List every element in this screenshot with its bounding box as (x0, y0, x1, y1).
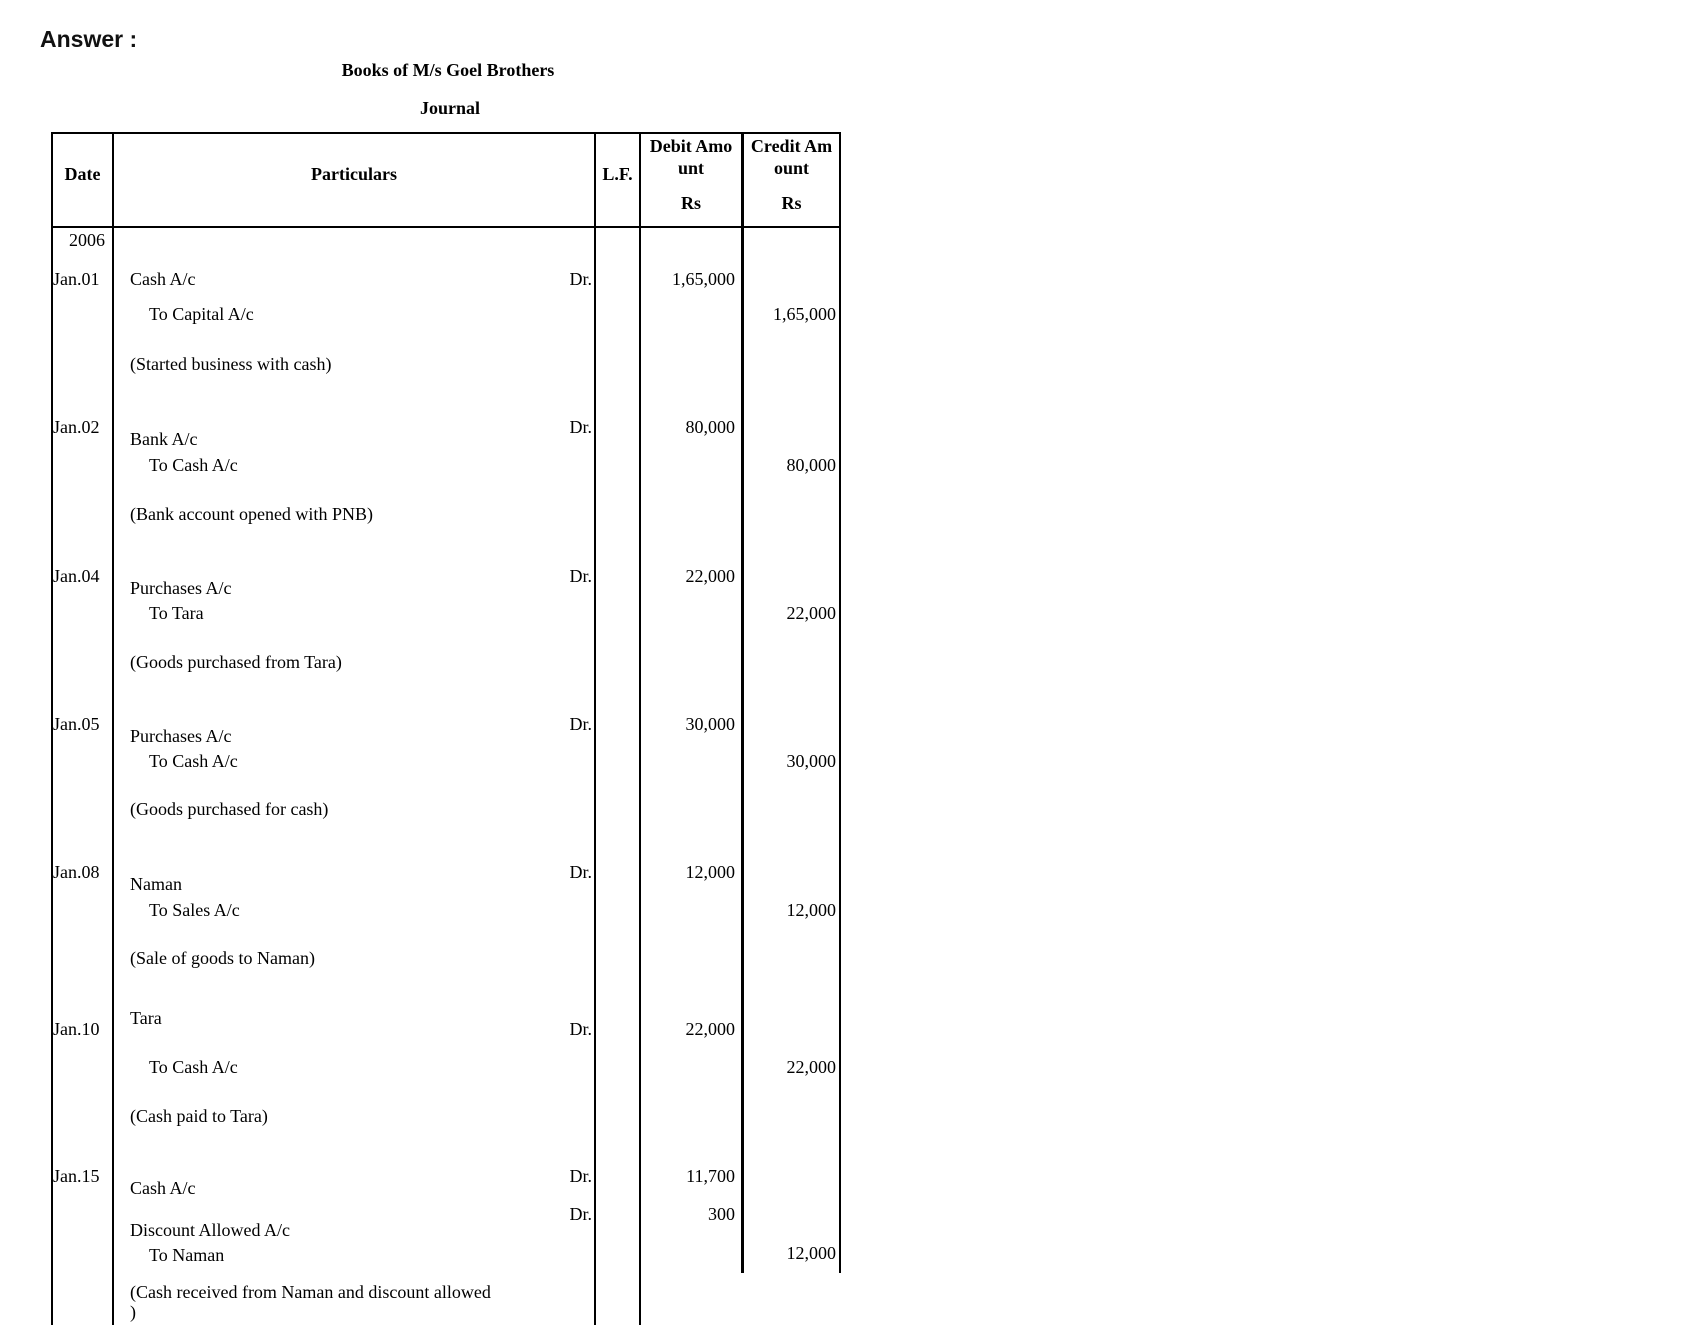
header-bottom-border (52, 226, 841, 228)
narration: (Sale of goods to Naman) (130, 948, 315, 968)
header-debit-line2: unt (677, 158, 704, 178)
entry-date: Jan.05 (53, 714, 100, 734)
journal-title: Journal (419, 98, 480, 118)
debit-account: Purchases A/c (130, 578, 232, 598)
narration: (Started business with cash) (130, 354, 332, 374)
debit-amount: 22,000 (685, 566, 735, 586)
debit-account: Discount Allowed A/c (130, 1220, 290, 1240)
entry-date: Jan.15 (53, 1166, 100, 1186)
debit-amount: 1,65,000 (672, 269, 735, 289)
credit-amount: 80,000 (786, 455, 836, 475)
header-particulars: Particulars (311, 164, 397, 184)
date-particulars-divider (112, 132, 114, 1325)
header-date: Date (64, 164, 101, 184)
particulars-lf-divider (594, 132, 596, 1325)
debit-account: Naman (130, 874, 182, 894)
answer-heading: Answer : (40, 26, 138, 52)
credit-account: To Naman (149, 1245, 225, 1265)
dr-label: Dr. (569, 862, 592, 882)
debit-amount: 30,000 (685, 714, 735, 734)
dr-label: Dr. (569, 269, 592, 289)
dr-label: Dr. (569, 714, 592, 734)
narration: (Cash paid to Tara) (130, 1106, 268, 1126)
credit-account: To Tara (149, 603, 204, 623)
table-right-border (839, 132, 841, 1273)
narration-continued: ) (130, 1302, 136, 1322)
credit-amount: 22,000 (786, 603, 836, 623)
table-top-border (52, 132, 841, 134)
entry-date: Jan.01 (53, 269, 100, 289)
credit-amount: 22,000 (786, 1057, 836, 1077)
credit-account: To Capital A/c (149, 304, 254, 324)
debit-amount: 300 (708, 1204, 735, 1224)
entry-date: Jan.04 (53, 566, 100, 586)
debit-amount: 22,000 (685, 1019, 735, 1039)
credit-account: To Cash A/c (149, 1057, 238, 1077)
credit-account: To Sales A/c (149, 900, 240, 920)
entry-date: Jan.08 (53, 862, 100, 882)
credit-amount: 30,000 (786, 751, 836, 771)
entry-date: Jan.10 (53, 1019, 100, 1039)
dr-label: Dr. (569, 1019, 592, 1039)
header-credit-line1: Credit Am (750, 136, 833, 156)
debit-account: Cash A/c (130, 269, 196, 289)
dr-label: Dr. (569, 566, 592, 586)
debit-amount: 80,000 (685, 417, 735, 437)
debit-account: Bank A/c (130, 429, 198, 449)
narration: (Cash received from Naman and discount allowed (130, 1282, 491, 1302)
credit-account: To Cash A/c (149, 751, 238, 771)
credit-amount: 12,000 (786, 1243, 836, 1263)
dr-label: Dr. (569, 1166, 592, 1186)
year-label: 2006 (69, 230, 105, 250)
credit-account: To Cash A/c (149, 455, 238, 475)
credit-amount: 1,65,000 (773, 304, 836, 324)
header-credit-line2: ount (773, 158, 809, 178)
dr-label: Dr. (569, 417, 592, 437)
credit-amount: 12,000 (786, 900, 836, 920)
debit-credit-divider (741, 132, 744, 1273)
narration: (Goods purchased for cash) (130, 799, 329, 819)
narration: (Bank account opened with PNB) (130, 504, 373, 524)
books-title: Books of M/s Goel Brothers (341, 60, 555, 80)
narration: (Goods purchased from Tara) (130, 652, 342, 672)
header-credit-unit: Rs (781, 193, 802, 213)
header-lf: L.F. (602, 164, 633, 184)
debit-account: Tara (130, 1008, 162, 1028)
header-debit-unit: Rs (680, 193, 701, 213)
dr-label: Dr. (569, 1204, 592, 1224)
debit-amount: 12,000 (685, 862, 735, 882)
debit-account: Purchases A/c (130, 726, 232, 746)
lf-debit-divider (639, 132, 641, 1325)
debit-amount: 11,700 (686, 1166, 735, 1186)
entry-date: Jan.02 (53, 417, 100, 437)
header-debit-line1: Debit Amo (649, 136, 733, 156)
debit-account: Cash A/c (130, 1178, 196, 1198)
